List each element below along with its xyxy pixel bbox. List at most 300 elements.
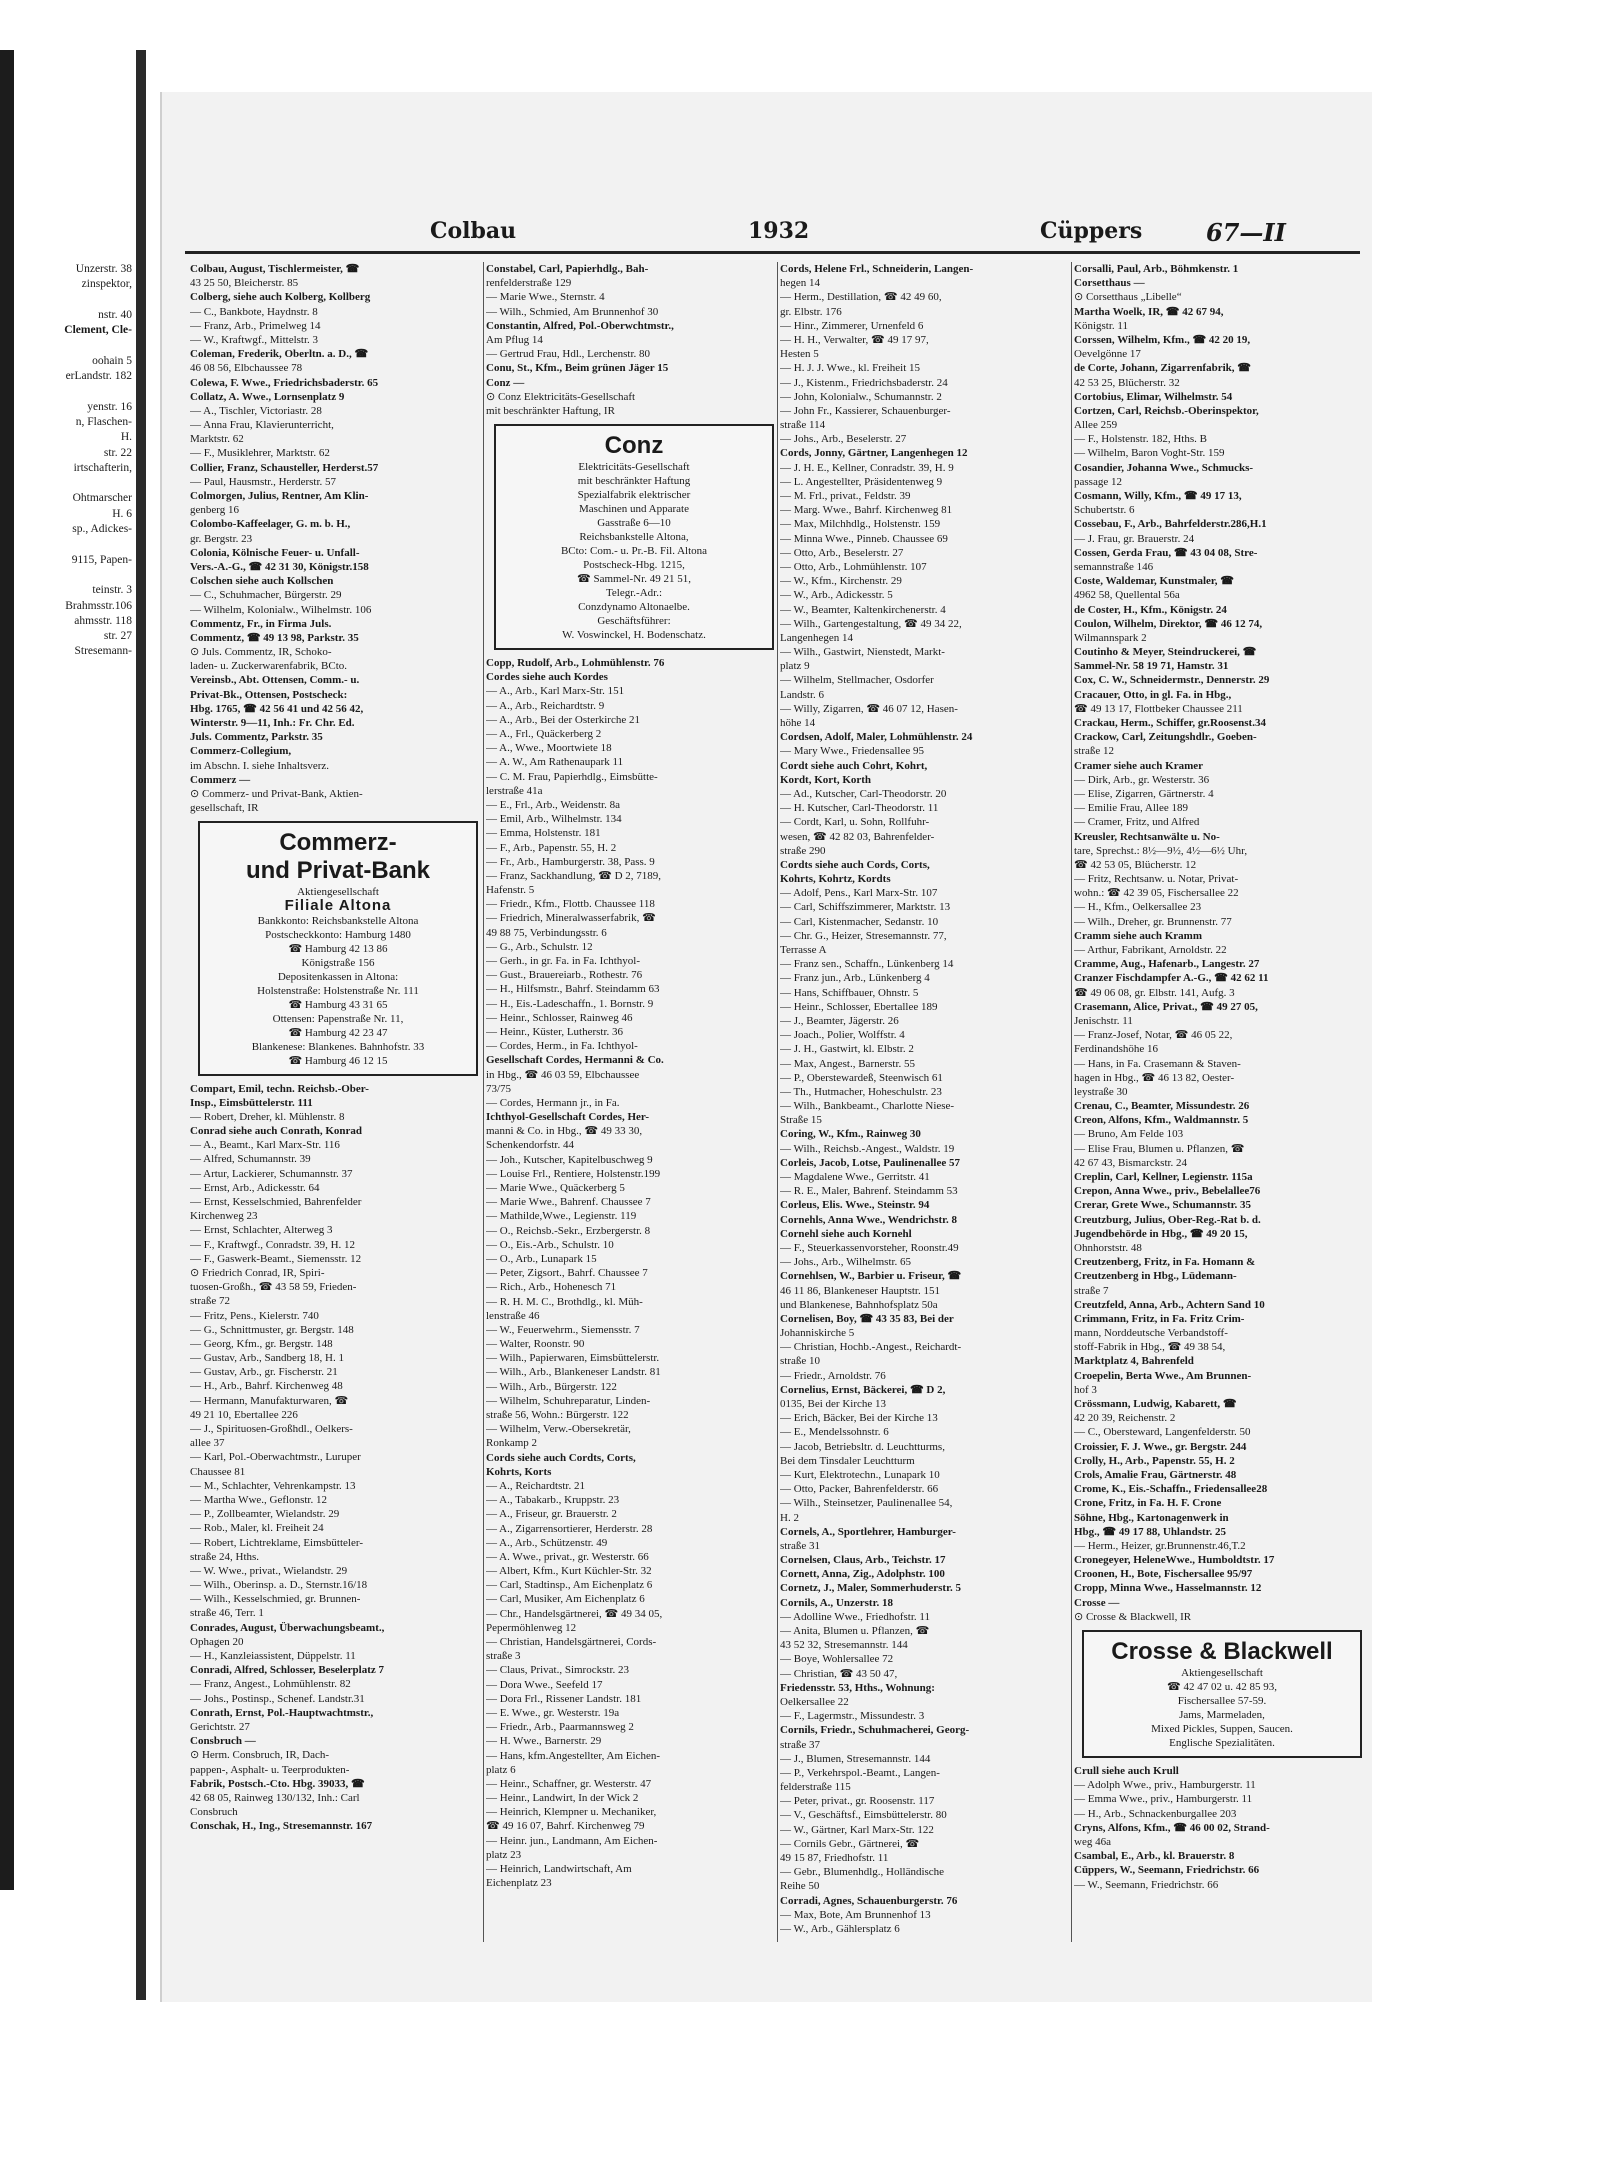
directory-entry: Johanniskirche 5 [780, 1327, 855, 1340]
directory-entry: Cramer siehe auch Kramer [1074, 759, 1204, 772]
directory-entry: Conschak, H., Ing., Stresemannstr. 167 [190, 1820, 373, 1833]
directory-entry: Cramme, Aug., Hafenarb., Langestr. 27 [1074, 958, 1260, 971]
directory-entry: — Claus, Privat., Simrockstr. 23 [486, 1664, 629, 1677]
directory-entry: Cranzer Fischdampfer A.-G., ☎ 42 62 11 [1074, 972, 1269, 985]
directory-entry: — Heinr. jun., Landmann, Am Eichen- [486, 1834, 658, 1847]
directory-entry: — Wilh., Bankbeamt., Charlotte Niese- [780, 1100, 955, 1113]
directory-entry: Conrath, Ernst, Pol.-Hauptwachtmstr., [190, 1706, 374, 1719]
ad-line: Fischersallee 57-59. [1177, 1695, 1267, 1707]
header-first-entry: Colbau [430, 218, 517, 244]
directory-entry: — C., Obersteward, Langenfelderstr. 50 [1074, 1426, 1251, 1439]
directory-entry: 43 52 32, Stresemannstr. 144 [780, 1639, 908, 1652]
directory-entry: — Ernst, Arb., Adickesstr. 64 [190, 1181, 320, 1194]
advert-conz [494, 424, 774, 650]
directory-entry: — Jacob, Betriebsltr. d. Leuchtturms, [780, 1440, 945, 1453]
spine-text-line [14, 1134, 132, 1149]
directory-entry: — Wilh., Schmied, Am Brunnenhof 30 [486, 305, 659, 318]
directory-entry: straße 37 [780, 1738, 821, 1751]
header-rule [185, 251, 1360, 254]
directory-entry: straße 24, Hths. [190, 1550, 260, 1563]
directory-entry: — Joh., Kutscher, Kapitelbuschweg 9 [486, 1153, 653, 1166]
spine-text-line: Stresemann- [74, 645, 132, 658]
directory-entry: — Ad., Kutscher, Carl-Theodorstr. 20 [780, 787, 947, 800]
directory-entry: — Willy, Zigarren, ☎ 46 07 12, Hasen- [780, 702, 958, 715]
directory-entry: — Mathilde,Wwe., Legienstr. 119 [486, 1210, 637, 1223]
directory-entry: — M. Frl., privat., Feldstr. 39 [780, 490, 911, 502]
ad-title: Crosse & Blackwell [1111, 1638, 1333, 1665]
directory-entry: Gerichtstr. 27 [190, 1720, 250, 1733]
spine-text-line [14, 1103, 132, 1118]
directory-entry: — G., Arb., Schulstr. 12 [486, 940, 593, 953]
directory-entry: semannstraße 146 [1074, 560, 1154, 573]
directory-entry: Hbg., ☎ 49 17 88, Uhlandstr. 25 [1074, 1525, 1227, 1538]
directory-entry: lenstraße 46 [486, 1309, 540, 1322]
directory-entry: 4962 58, Quellental 56a [1074, 589, 1180, 602]
ad-line: Conzdynamo Altonaelbe. [578, 601, 690, 614]
directory-entry: — Wilhelm, Verw.-Obersekretär, [486, 1423, 631, 1436]
directory-entry: — Chr. G., Heizer, Stresemannstr. 77, [780, 929, 947, 942]
ad-subtitle: Aktiengesellschaft [297, 886, 379, 899]
directory-entry: höhe 14 [780, 717, 816, 729]
directory-entry: — Rob., Maler, kl. Freiheit 24 [190, 1522, 324, 1535]
directory-entry: 0135, Bei der Kirche 13 [780, 1398, 886, 1410]
directory-entry: — Carl, Kistenmacher, Sedanstr. 10 [780, 915, 939, 928]
spine-text-line [14, 843, 132, 858]
directory-entry: Creutzfeld, Anna, Arb., Achtern Sand 10 [1074, 1298, 1265, 1311]
directory-entry: Cornils, A., Unzerstr. 18 [780, 1596, 893, 1609]
directory-entry: Wilmannspark 2 [1074, 631, 1147, 644]
directory-entry: Cornelius, Ernst, Bäckerei, ☎ D 2, [780, 1383, 946, 1396]
directory-entry: Oelkersallee 22 [780, 1695, 849, 1708]
spine-text-line [14, 476, 132, 491]
directory-entry: Crenau, C., Beamter, Missundestr. 26 [1074, 1100, 1250, 1113]
ad-line: Maschinen und Apparate [579, 503, 689, 516]
directory-entry: — H., Arb., Bahrf. Kirchenweg 48 [190, 1380, 343, 1393]
directory-entry: — Otto, Packer, Bahrenfelderstr. 66 [780, 1483, 939, 1496]
spine-fold-shadow [136, 50, 146, 2000]
directory-entry: — W., Beamter, Kaltenkirchenerstr. 4 [780, 603, 946, 616]
directory-entry: hegen 14 [780, 277, 821, 290]
directory-entry: — M., Schlachter, Vehrenkampstr. 13 [190, 1479, 356, 1492]
directory-entry: Conrad siehe auch Conrath, Konrad [190, 1125, 363, 1138]
directory-entry: Marktplatz 4, Bahrenfeld [1074, 1355, 1194, 1368]
ad-branch: Filiale Altona [284, 897, 392, 915]
directory-entry: — Peter, privat., gr. Roosenstr. 117 [780, 1795, 935, 1808]
directory-entry: — Albert, Kfm., Kurt Küchler-Str. 32 [486, 1565, 652, 1578]
directory-entry: — John Fr., Kassierer, Schauenburger- [780, 404, 951, 417]
directory-entry: Cornehlsen, W., Barbier u. Friseur, ☎ [780, 1270, 962, 1283]
directory-entry: — Gertrud Frau, Hdl., Lerchenstr. 80 [486, 348, 651, 361]
ad-line: Reichsbankstelle Altona, [579, 531, 689, 544]
directory-entry: Compart, Emil, techn. Reichsb.-Ober- [190, 1082, 369, 1095]
directory-entry: Cropp, Minna Wwe., Hasselmannstr. 12 [1074, 1582, 1262, 1595]
spine-text-line [14, 828, 132, 843]
directory-entry: — F., Holstenstr. 182, Hths. B [1074, 433, 1207, 446]
directory-entry: Coste, Waldemar, Kunstmaler, ☎ [1074, 575, 1234, 588]
directory-entry: — H., Kanzleiassistent, Düppelstr. 11 [190, 1650, 356, 1663]
directory-entry: Conu, St., Kfm., Beim grünen Jäger 15 [486, 362, 669, 375]
spine-text-line [14, 950, 132, 965]
directory-entry: Cordsen, Adolf, Maler, Lohmühlenstr. 24 [780, 731, 973, 744]
directory-entry: Corsetthaus — [1074, 277, 1145, 290]
spine-text-line [14, 568, 132, 583]
directory-entry: ☎ 49 16 07, Bahrf. Kirchenweg 79 [486, 1820, 645, 1833]
ad-title: Commerz- [279, 829, 397, 857]
directory-column-1 [190, 262, 486, 1962]
ad-line: Jams, Marmeladen, [1179, 1709, 1265, 1721]
directory-entry: Colonia, Kölnische Feuer- u. Unfall- [190, 546, 360, 559]
spine-text-line [14, 1073, 132, 1088]
directory-entry: — H. H., Verwalter, ☎ 49 17 97, [780, 333, 929, 346]
directory-entry: Cortobius, Elimar, Wilhelmstr. 54 [1074, 390, 1233, 403]
spine-text-line [14, 874, 132, 889]
directory-entry: — J., Beamter, Jägerstr. 26 [780, 1014, 899, 1027]
directory-entry: Cornils, Friedr., Schuhmacherei, Georg- [780, 1724, 970, 1737]
directory-entry: 73/75 [486, 1082, 512, 1095]
directory-entry: — P., Oberstewardeß, Steenwisch 61 [780, 1071, 943, 1084]
directory-entry: H. 2 [780, 1511, 799, 1524]
directory-entry: Kreusler, Rechtsanwälte u. No- [1074, 830, 1220, 843]
directory-entry: und Blankenese, Bahnhofsplatz 50a [780, 1298, 938, 1311]
directory-entry: 42 53 25, Blücherstr. 32 [1074, 376, 1180, 389]
directory-entry: — G., Schnittmuster, gr. Bergstr. 148 [190, 1323, 354, 1336]
directory-entry: Cornehls, Anna Wwe., Wendrichstr. 8 [780, 1213, 958, 1226]
spine-text-line [14, 859, 132, 874]
directory-entry: Reihe 50 [780, 1880, 820, 1893]
directory-entry: — H., Eis.-Ladeschaffn., 1. Bornstr. 9 [486, 997, 654, 1010]
directory-entry: Pepermöhlenweg 12 [486, 1621, 577, 1634]
directory-entry: Marktstr. 62 [190, 433, 244, 446]
directory-entry: Cordt siehe auch Cohrt, Kohrt, [780, 759, 928, 772]
directory-entry: — Paul, Hausmstr., Herderstr. 57 [190, 475, 337, 488]
directory-entry: Crimmann, Fritz, in Fa. Fritz Crim- [1074, 1312, 1245, 1325]
spine-strip [0, 0, 150, 2177]
directory-entry: Colewa, F. Wwe., Friedrichsbaderstr. 65 [190, 376, 379, 389]
directory-entry: — P., Zollbeamter, Wielandstr. 29 [190, 1508, 340, 1521]
spine-text-line: n, Flaschen- [75, 415, 132, 428]
directory-entry: Söhne, Hbg., Kartonagenwerk in [1074, 1511, 1229, 1524]
ad-line: Blankenese: Blankenes. Bahnhofstr. 33 [251, 1040, 425, 1053]
directory-entry: — Walter, Roonstr. 90 [486, 1338, 585, 1351]
directory-entry: — Gebr., Blumenhdlg., Holländische [780, 1866, 945, 1879]
directory-entry: — Wilh., Reichsb.-Angest., Waldstr. 19 [780, 1142, 955, 1155]
spine-text-line: Brahmsstr.106 [65, 599, 132, 612]
ad-line: Bankkonto: Reichsbankstelle Altona [257, 914, 419, 927]
spine-text-line: str. 22 [103, 446, 132, 459]
ad-line: Ottensen: Papenstraße Nr. 11, [272, 1012, 404, 1025]
directory-entry: Privat-Bk., Ottensen, Postscheck: [190, 688, 348, 701]
directory-entry: — A., Reichardtstr. 21 [486, 1479, 585, 1492]
directory-entry: Cracauer, Otto, in gl. Fa. in Hbg., [1074, 688, 1232, 701]
ad-line: ☎ Sammel-Nr. 49 21 51, [577, 573, 691, 586]
directory-entry: — Robert, Dreher, kl. Mühlenstr. 8 [190, 1110, 345, 1123]
directory-entry: renfelderstraße 129 [486, 277, 572, 290]
directory-entry: mit beschränkter Haftung, IR [486, 404, 615, 417]
directory-entry: Cornetz, J., Maler, Sommerhuderstr. 5 [780, 1582, 961, 1595]
directory-entry: — Herm., Destillation, ☎ 42 49 60, [780, 291, 942, 304]
spine-text-line: H. 6 [112, 507, 132, 520]
directory-entry: tuosen-Großh., ☎ 43 58 59, Frieden- [190, 1281, 357, 1294]
page-header [270, 218, 1350, 250]
directory-entry: Conz — [486, 376, 525, 389]
directory-entry: Kohrts, Kohrtz, Kordts [780, 873, 891, 886]
directory-entry: Coutinho & Meyer, Steindruckerei, ☎ [1074, 646, 1257, 659]
directory-entry: — Gerh., in gr. Fa. in Fa. Ichthyol- [486, 955, 640, 967]
directory-entry: — E., Mendelssohnstr. 6 [780, 1426, 889, 1439]
directory-entry: Cordts siehe auch Cords, Corts, [780, 858, 930, 871]
directory-entry: — Elise Frau, Blumen u. Pflanzen, ☎ [1074, 1142, 1245, 1155]
header-year: 1932 [748, 218, 810, 244]
directory-entry: — Anita, Blumen u. Pflanzen, ☎ [780, 1625, 930, 1637]
directory-entry: — Chr., Handelsgärtnerei, ☎ 49 34 05, [486, 1607, 663, 1620]
directory-entry: Cordes siehe auch Kordes [486, 671, 608, 684]
directory-entry: straße 31 [780, 1539, 821, 1552]
directory-entry: — Ernst, Kesselschmied, Bahrenfelder [190, 1196, 362, 1209]
spine-text-line [14, 660, 132, 675]
directory-entry: Crols, Amalie Frau, Gärtnerstr. 48 [1074, 1468, 1237, 1481]
directory-entry: — Friedr., Arb., Paarmannsweg 2 [486, 1721, 634, 1734]
directory-entry: — A. Wwe., privat., gr. Westerstr. 66 [486, 1550, 649, 1563]
directory-entry: — Wilhelm, Baron Voght-Str. 159 [1074, 447, 1225, 460]
directory-entry: Cüppers, W., Seemann, Friedrichstr. 66 [1074, 1864, 1260, 1877]
spine-text-line [14, 384, 132, 399]
directory-entry: — Ernst, Schlachter, Alterweg 3 [190, 1224, 333, 1237]
directory-entry: — John, Kolonialw., Schumannstr. 2 [780, 390, 942, 403]
directory-entry: Crone, Fritz, in Fa. H. F. Crone [1074, 1497, 1222, 1510]
directory-entry: — Peter, Zigsort., Bahrf. Chaussee 7 [486, 1267, 648, 1280]
directory-entry: — Georg, Kfm., gr. Bergstr. 148 [190, 1337, 333, 1350]
directory-entry: — R. H. M. C., Brothdlg., kl. Müh- [486, 1295, 643, 1308]
spine-text-line: irtschafterin, [73, 461, 132, 474]
directory-entry: — Christian, Handelsgärtnerei, Cords- [486, 1636, 657, 1648]
directory-entry: Coleman, Frederik, Oberltn. a. D., ☎ [190, 348, 369, 361]
directory-entry: de Coster, H., Kfm., Königstr. 24 [1074, 603, 1227, 616]
ad-line: Postscheckkonto: Hamburg 1480 [265, 928, 411, 941]
advert-crosse-blackwell [1082, 1630, 1362, 1758]
spine-text-line [14, 1042, 132, 1057]
directory-entry: im Abschn. I. siehe Inhaltsverz. [190, 759, 329, 772]
directory-entry: Collatz, A. Wwe., Lornsenplatz 9 [190, 390, 345, 403]
directory-entry: Landstr. 6 [780, 688, 824, 701]
directory-entry: Coring, W., Kfm., Rainweg 30 [780, 1128, 921, 1141]
spine-text-line [14, 1149, 132, 1164]
directory-entry: Consbruch [190, 1806, 238, 1819]
directory-entry: — Fritz, Pens., Kielerstr. 740 [190, 1309, 319, 1322]
spine-text-line: 9115, Papen- [71, 553, 132, 566]
directory-entry: Croonen, H., Bote, Fischersallee 95/97 [1074, 1568, 1253, 1581]
directory-entry: Crerar, Grete Wwe., Schumannstr. 35 [1074, 1199, 1252, 1212]
spine-text-line [14, 767, 132, 782]
directory-entry: Cosandier, Johanna Wwe., Schmucks- [1074, 461, 1254, 474]
ad-line: Elektricitäts-Gesellschaft [578, 461, 690, 474]
directory-entry: — W., Feuerwehrm., Siemensstr. 7 [486, 1323, 640, 1336]
ad-line: ☎ Hamburg 46 12 15 [288, 1054, 388, 1067]
directory-entry: — Hans, in Fa. Crasemann & Staven- [1074, 1057, 1241, 1070]
spine-text-line [14, 1057, 132, 1072]
spine-text-line [14, 904, 132, 919]
directory-entry: — Wilh., Dreher, gr. Brunnenstr. 77 [1074, 915, 1232, 928]
directory-entry: — J., Spirituosen-Großhdl., Oelkers- [190, 1423, 353, 1436]
directory-entry: — Martha Wwe., Geflonstr. 12 [190, 1493, 327, 1506]
directory-entry: passage 12 [1074, 475, 1122, 488]
directory-entry: gr. Elbstr. 176 [780, 305, 842, 318]
directory-entry: — Cordes, Hermann jr., in Fa. [486, 1096, 620, 1109]
directory-entry: — Th., Hutmacher, Hoheschulstr. 23 [780, 1085, 942, 1098]
spine-text-line: ahmsstr. 118 [74, 614, 132, 627]
directory-entry: — Wilh., Arb., Blankeneser Landstr. 81 [486, 1366, 661, 1379]
directory-entry: Crome, K., Eis.-Schaffn., Friedensallee28 [1074, 1483, 1268, 1496]
spine-binding-shadow [0, 50, 14, 1890]
ad-line: Englische Spezialitäten. [1169, 1737, 1275, 1749]
spine-text-line [14, 690, 132, 705]
directory-entry: Bei dem Tinsdaler Leuchtturm [780, 1454, 915, 1467]
directory-entry: Ferdinandshöhe 16 [1074, 1043, 1159, 1056]
directory-entry: genberg 16 [190, 504, 239, 517]
ad-line: Telegr.-Adr.: [605, 587, 663, 600]
directory-entry: Jenischstr. 11 [1074, 1014, 1133, 1027]
directory-entry: hagen in Hbg., ☎ 46 13 82, Oester- [1074, 1071, 1235, 1084]
ad-line: ☎ Hamburg 42 23 47 [288, 1026, 388, 1039]
directory-entry: — P., Verkehrspol.-Beamt., Langen- [780, 1766, 940, 1779]
directory-entry: — J., Kistenm., Friedrichsbaderstr. 24 [780, 376, 948, 389]
directory-entry: Copp, Rudolf, Arb., Lohmühlenstr. 76 [486, 657, 665, 670]
directory-entry: — A., Zigarrensortierer, Herderstr. 28 [486, 1522, 653, 1535]
directory-entry: laden- u. Zuckerwarenfabrik, BCto. [190, 660, 347, 673]
directory-entry: Cortzen, Carl, Reichsb.-Oberinspektor, [1074, 404, 1259, 417]
directory-entry: Kirchenweg 23 [190, 1210, 258, 1223]
directory-entry: — Heinr., Landwirt, In der Wick 2 [486, 1792, 639, 1805]
directory-entry: Cornelsen, Claus, Arb., Teichstr. 17 [780, 1554, 946, 1567]
directory-entry: Crolly, H., Arb., Papenstr. 55, H. 2 [1074, 1454, 1235, 1467]
spine-text-line [14, 920, 132, 935]
spine-text-line [14, 752, 132, 767]
directory-entry: Colschen siehe auch Kollschen [190, 575, 334, 588]
directory-entry: platz 6 [486, 1763, 516, 1776]
directory-entry: Fabrik, Postsch.-Cto. Hbg. 39033, ☎ [190, 1777, 365, 1790]
advert-commerz-bank [198, 821, 478, 1075]
directory-entry: stoff-Fabrik in Hbg., ☎ 49 38 54, [1074, 1341, 1226, 1354]
directory-entry: — Max, Angest., Barnerstr. 55 [780, 1057, 916, 1070]
ad-title: Conz [604, 432, 664, 460]
directory-entry: Cox, C. W., Schneidermstr., Dennerstr. 29 [1074, 674, 1270, 687]
ad-line: Postscheck-Hbg. 1215, [583, 559, 685, 572]
directory-entry: lerstraße 41a [486, 784, 543, 797]
directory-entry: — Kurt, Elektrotechn., Lunapark 10 [780, 1468, 940, 1481]
directory-entry: Vers.-A.-G., ☎ 42 31 30, Königstr.158 [190, 560, 369, 573]
ad-line: Gasstraße 6—10 [597, 517, 671, 530]
directory-entry: — Wilh., Steinsetzer, Paulinenallee 54, [780, 1497, 953, 1510]
directory-entry: — F., Steuerkassenvorsteher, Roonstr.49 [780, 1241, 959, 1254]
directory-entry: Colombo-Kaffeelager, G. m. b. H., [190, 518, 351, 531]
directory-entry: — Dora Frl., Rissener Landstr. 181 [486, 1692, 642, 1705]
directory-entry: — Marie Wwe., Quäckerberg 5 [486, 1182, 625, 1194]
directory-entry: — Minna Wwe., Pinneb. Chaussee 69 [780, 532, 948, 545]
directory-entry: — Mary Wwe., Friedensallee 95 [780, 745, 924, 758]
spine-text-line: zinspektor, [81, 278, 132, 291]
directory-entry: — C., Bankbote, Haydnstr. 8 [190, 305, 318, 318]
directory-entry: straße 7 [1074, 1284, 1109, 1297]
directory-entry: Winterstr. 9—11, Inh.: Fr. Chr. Ed. [190, 717, 355, 729]
directory-entry: — Emma Wwe., priv., Hamburgerstr. 11 [1074, 1793, 1253, 1806]
directory-entry: Coulon, Wilhelm, Direktor, ☎ 46 12 74, [1074, 617, 1263, 630]
ad-line: ☎ 42 47 02 u. 42 85 93, [1167, 1681, 1277, 1693]
directory-entry: pappen-, Asphalt- u. Teerprodukten- [190, 1763, 350, 1776]
spine-text-line [14, 996, 132, 1011]
directory-entry: 49 15 87, Friedhofstr. 11 [780, 1852, 889, 1864]
spine-text-line [14, 1119, 132, 1134]
directory-entry: Corleis, Jacob, Lotse, Paulinenallee 57 [780, 1156, 960, 1169]
spine-text-line [14, 1088, 132, 1103]
directory-entry: ⊙ Commerz- und Privat-Bank, Aktien- [190, 787, 363, 800]
directory-entry: — F., Kraftwgf., Conradstr. 39, H. 12 [190, 1238, 356, 1251]
directory-entry: Corleus, Elis. Wwe., Steinstr. 94 [780, 1199, 930, 1212]
ad-title: und Privat-Bank [245, 857, 431, 885]
directory-entry: — W., Arb., Gählersplatz 6 [780, 1922, 900, 1935]
directory-entry: 49 21 10, Ebertallee 226 [190, 1408, 298, 1421]
directory-entry: — Fritz, Rechtsanw. u. Notar, Privat- [1074, 873, 1239, 886]
directory-entry: hof 3 [1074, 1383, 1097, 1396]
directory-entry: — Otto, Arb., Lohmühlenstr. 107 [780, 560, 927, 573]
directory-entry: ⊙ Juls. Commentz, IR, Schoko- [190, 646, 332, 659]
directory-entry: — Heinrich, Landwirtschaft, Am [486, 1863, 632, 1875]
directory-entry: — Marie Wwe., Bahrenf. Chaussee 7 [486, 1196, 651, 1209]
directory-entry: — Johs., Arb., Beselerstr. 27 [780, 433, 907, 446]
directory-entry: — Heinr., Schlosser, Rainweg 46 [486, 1011, 633, 1024]
directory-entry: Croepelin, Berta Wwe., Am Brunnen- [1074, 1369, 1252, 1382]
directory-entry: — H., Arb., Schnackenburgallee 203 [1074, 1807, 1237, 1820]
directory-entry: — Wilh., Gartengestaltung, ☎ 49 34 22, [780, 617, 962, 630]
spine-text-line [14, 338, 132, 353]
directory-entry: — Emilie Frau, Allee 189 [1074, 802, 1188, 815]
spine-text-line [14, 293, 132, 308]
directory-entry: — Johs., Postinsp., Schenef. Landstr.31 [190, 1692, 365, 1705]
directory-entry: Colberg, siehe auch Kolberg, Kollberg [190, 291, 371, 304]
directory-entry: Crull siehe auch Krull [1074, 1765, 1179, 1777]
directory-entry: — Adolline Wwe., Friedhofstr. 11 [780, 1610, 931, 1623]
directory-entry: platz 9 [780, 660, 810, 673]
directory-entry: Commerz — [190, 773, 251, 786]
ad-line: W. Voswinckel, H. Bodenschatz. [562, 629, 706, 642]
directory-entry: — A., Tischler, Victoriastr. 28 [190, 404, 322, 417]
directory-entry: — O., Reichsb.-Sekr., Erzbergerstr. 8 [486, 1224, 651, 1237]
directory-entry: Allee 259 [1074, 419, 1118, 432]
directory-entry: — Carl, Stadtinsp., Am Eichenplatz 6 [486, 1579, 653, 1592]
directory-entry: — Rich., Arb., Hohenesch 71 [486, 1281, 617, 1294]
directory-entry: — Cornils Gebr., Gärtnerei, ☎ [780, 1837, 920, 1850]
directory-entry: — Erich, Bäcker, Bei der Kirche 13 [780, 1412, 938, 1425]
directory-entry: — Franz jun., Arb., Lünkenberg 4 [780, 972, 930, 985]
directory-entry: Corssen, Wilhelm, Kfm., ☎ 42 20 19, [1074, 333, 1251, 346]
directory-entry: — Emil, Arb., Wilhelmstr. 134 [486, 813, 622, 826]
directory-entry: — Heinr., Schaffner, gr. Westerstr. 47 [486, 1777, 652, 1790]
directory-entry: — A., Tabakarb., Kruppstr. 23 [486, 1494, 620, 1507]
directory-entry: — Emma, Holstenstr. 181 [486, 827, 601, 840]
directory-entry: Constabel, Carl, Papierhdlg., Bah- [486, 263, 649, 275]
directory-entry: — F., Gaswerk-Beamt., Siemensstr. 12 [190, 1252, 362, 1265]
directory-entry: — E., Frl., Arb., Weidenstr. 8a [486, 798, 620, 811]
directory-entry: 42 20 39, Reichenstr. 2 [1074, 1412, 1176, 1425]
directory-entry: — Dora Wwe., Seefeld 17 [486, 1678, 603, 1691]
directory-entry: Commentz, ☎ 49 13 98, Parkstr. 35 [190, 631, 359, 644]
directory-entry: — Louise Frl., Rentiere, Holstenstr.199 [486, 1167, 661, 1180]
spine-text-line [14, 736, 132, 751]
directory-entry: — Cordes, Herm., in Fa. Ichthyol- [486, 1040, 638, 1053]
directory-entry: Insp., Eimsbüttelerstr. 111 [190, 1096, 313, 1109]
directory-entry: de Corte, Johann, Zigarrenfabrik, ☎ [1074, 362, 1251, 375]
directory-entry: — Herm., Heizer, gr.Brunnenstr.46,T.2 [1074, 1539, 1246, 1552]
directory-entry: — W., Seemann, Friedrichstr. 66 [1074, 1878, 1219, 1891]
spine-text-line [14, 981, 132, 996]
